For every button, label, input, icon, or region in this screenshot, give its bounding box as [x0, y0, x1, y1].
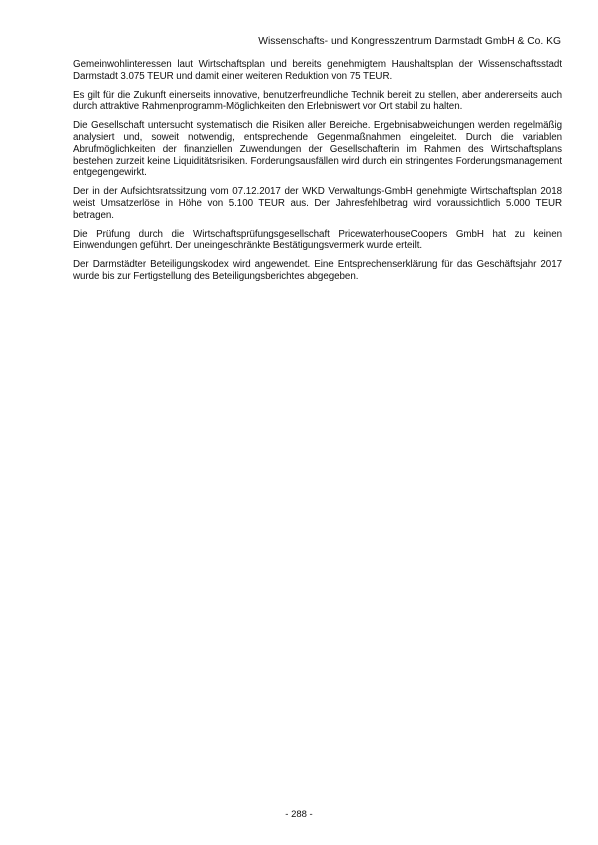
body-text — [73, 59, 562, 290]
page-number: - 288 - — [285, 809, 313, 820]
running-header: Wissenschafts- und Kongresszentrum Darmstadt GmbH & Co. KG — [258, 36, 561, 47]
paragraph-future-outlook: Es gilt für die Zukunft einerseits innovative, benutzerfreundliche Technik bereit zu stellen, aber andererseits auch durch attraktive Rahmenprogramm-Möglichkeiten den Erlebniswert vor Ort stabil zu halten. — [73, 89, 562, 113]
paragraph-audit: Die Prüfung durch die Wirtschaftsprüfungsgesellschaft PricewaterhouseCoopers GmbH hat zu keinen Einwendungen geführt. Der uneingeschränkte Bestätigungsvermerk wurde erteilt. — [73, 228, 562, 252]
paragraph-business-plan-2018: Der in der Aufsichtsratssitzung vom 07.12.2017 der WKD Verwaltungs-GmbH genehmigte Wirtschaftsplan 2018 weist Umsatzerlöse in Höhe von 5.100 TEUR aus. Der Jahresfehlbetrag wird voraussichtlich 5.000 TEUR betragen. — [73, 186, 562, 221]
paragraph-public-interest-funding: Gemeinwohlinteressen laut Wirtschaftsplan und bereits genehmigtem Haushaltsplan der Wissenschaftsstadt Darmstadt 3.075 TEUR und damit einer weiteren Reduktion von 75 TEUR. — [73, 59, 562, 82]
paragraph-risk-management: Die Gesellschaft untersucht systematisch die Risiken aller Bereiche. Ergebnisabweichungen werden regelmäßig analysiert und, soweit notwendig, entsprechende Gegenmaßnahmen eingeleitet. Durch die variablen Abrufmöglichkeiten der finanziellen Zuwendungen der Gesellschafterin im Rahmen des Wirtschaftsplans bestehen zurzeit keine Liquiditätsrisiken. Forderungsausfällen wird durch ein stringentes Forderungsmanagement entgegengewirkt. — [73, 120, 562, 179]
paragraph-governance-code: Der Darmstädter Beteiligungskodex wird angewendet. Eine Entsprechenserklärung für das Geschäftsjahr 2017 wurde bis zur Fertigstellung des Beteiligungsberichtes abgegeben. — [73, 259, 562, 282]
